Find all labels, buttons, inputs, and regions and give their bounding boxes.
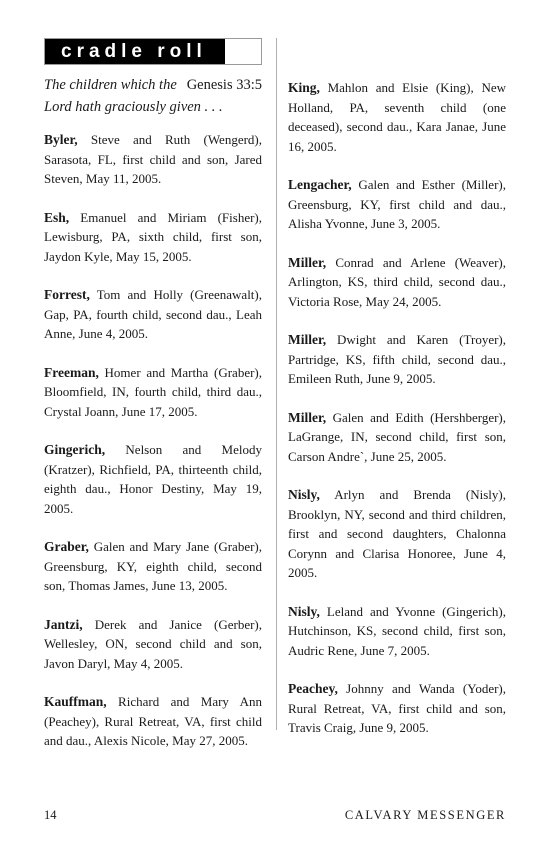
family-surname: Miller,: [288, 409, 327, 425]
birth-announcement: [44, 692, 262, 751]
birth-announcement: [44, 285, 262, 344]
announcement-text: Dwight and Karen (Troyer), Partridge, KS, fifth child, second dau., Emileen Ruth, June 9, 2005.: [288, 332, 506, 386]
family-surname: Forrest,: [44, 287, 90, 302]
birth-announcement: [44, 440, 262, 518]
announcement-text: Emanuel and Miriam (Fisher), Lewisburg, PA, sixth child, first son, Jaydon Kyle, May 15, 2005.: [44, 209, 262, 264]
birth-announcement: [44, 537, 262, 596]
announcement-text: Conrad and Arlene (Weaver), Arlington, KS, third child, second dau., Victoria Rose, May 24, 2005.: [288, 254, 507, 309]
announcement-text: Homer and Martha (Graber), Bloomfield, IN, fourth child, third dau., Crystal Joann, June 17, 2005.: [44, 364, 263, 419]
page-number: 14: [44, 808, 57, 822]
family-surname: Miller,: [288, 254, 327, 270]
announcement-text: Steve and Ruth (Wengerd), Sarasota, FL, first child and son, Jared Steven, May 11, 2005.: [44, 132, 262, 186]
birth-announcement: [288, 602, 506, 661]
birth-announcement: [44, 130, 262, 189]
announcement-text: Galen and Mary Jane (Graber), Greensburg, KY, eighth child, second son, Thomas James, June 13, 2005.: [44, 539, 262, 593]
verse-text: The children which the Lord hath graciously given . . .: [44, 77, 223, 115]
family-surname: King,: [288, 80, 320, 95]
announcement-text: Mahlon and Elsie (King), New Holland, PA, seventh child (one deceased), second dau., Kara Janae, June 16, 2005.: [288, 80, 506, 154]
left-entry-list: [44, 130, 262, 751]
announcement-text: Tom and Holly (Greenawalt), Gap, PA, fourth child, second dau., Leah Anne, June 4, 2005.: [44, 287, 262, 341]
family-surname: Freeman,: [44, 364, 99, 380]
intro-verse: [44, 74, 262, 118]
family-surname: Gingerich,: [44, 442, 106, 457]
announcement-text: Nelson and Melody (Kratzer), Richfield, PA, thirteenth child, eighth dau., Honor Destiny, May 19, 2005.: [44, 442, 262, 516]
family-surname: Graber,: [44, 539, 89, 554]
family-surname: Peachey,: [288, 681, 338, 696]
birth-announcement: [288, 175, 506, 234]
announcement-text: Johnny and Wanda (Yoder), Rural Retreat, VA, first child and son, Travis Craig, June 9, 2005.: [288, 681, 506, 735]
family-surname: Lengacher,: [288, 177, 352, 192]
birth-announcement: [44, 363, 262, 422]
announcement-text: Leland and Yvonne (Gingerich), Hutchinson, KS, second child, first son, Audric Rene, June 7, 2005.: [288, 603, 506, 658]
birth-announcement: [288, 485, 506, 583]
family-surname: Nisly,: [288, 603, 320, 619]
section-header: [44, 38, 262, 65]
birth-announcement: [288, 253, 506, 312]
publication-name: CALVARY MESSENGER: [344, 808, 506, 822]
birth-announcement: [288, 679, 506, 738]
left-column: [44, 74, 262, 751]
right-column: [288, 78, 506, 738]
announcement-text: Richard and Mary Ann (Peachey), Rural Retreat, VA, first child and dau., Alexis Nicole, May 27, 2005.: [44, 694, 262, 748]
announcement-text: Galen and Edith (Hershberger), LaGrange, IN, second child, first son, Carson Andre`, June 25, 2005.: [288, 409, 506, 464]
announcement-text: Derek and Janice (Gerber), Wellesley, ON, second child and son, Javon Daryl, May 4, 2005.: [44, 616, 262, 671]
section-title: cradle roll: [45, 39, 225, 64]
birth-announcement: [44, 208, 262, 267]
announcement-text: Arlyn and Brenda (Nisly), Brooklyn, NY, second and third children, first and second daughters, Chalonna Corynn and Clarisa Honoree, June 4, 2005.: [288, 487, 506, 580]
family-surname: Kauffman,: [44, 694, 107, 709]
family-surname: Esh,: [44, 209, 70, 225]
family-surname: Nisly,: [288, 487, 320, 502]
family-surname: Byler,: [44, 132, 78, 147]
family-surname: Jantzi,: [44, 616, 83, 632]
birth-announcement: [44, 615, 262, 674]
birth-announcement: [288, 78, 506, 156]
announcement-text: Galen and Esther (Miller), Greensburg, KY, first child and dau., Alisha Yvonne, June 3, 2005.: [288, 177, 506, 231]
verse-reference: Genesis 33:5: [186, 77, 262, 93]
right-entry-list: [288, 78, 506, 738]
birth-announcement: [288, 330, 506, 389]
birth-announcement: [288, 408, 506, 467]
family-surname: Miller,: [288, 332, 327, 347]
column-divider: [276, 38, 277, 730]
